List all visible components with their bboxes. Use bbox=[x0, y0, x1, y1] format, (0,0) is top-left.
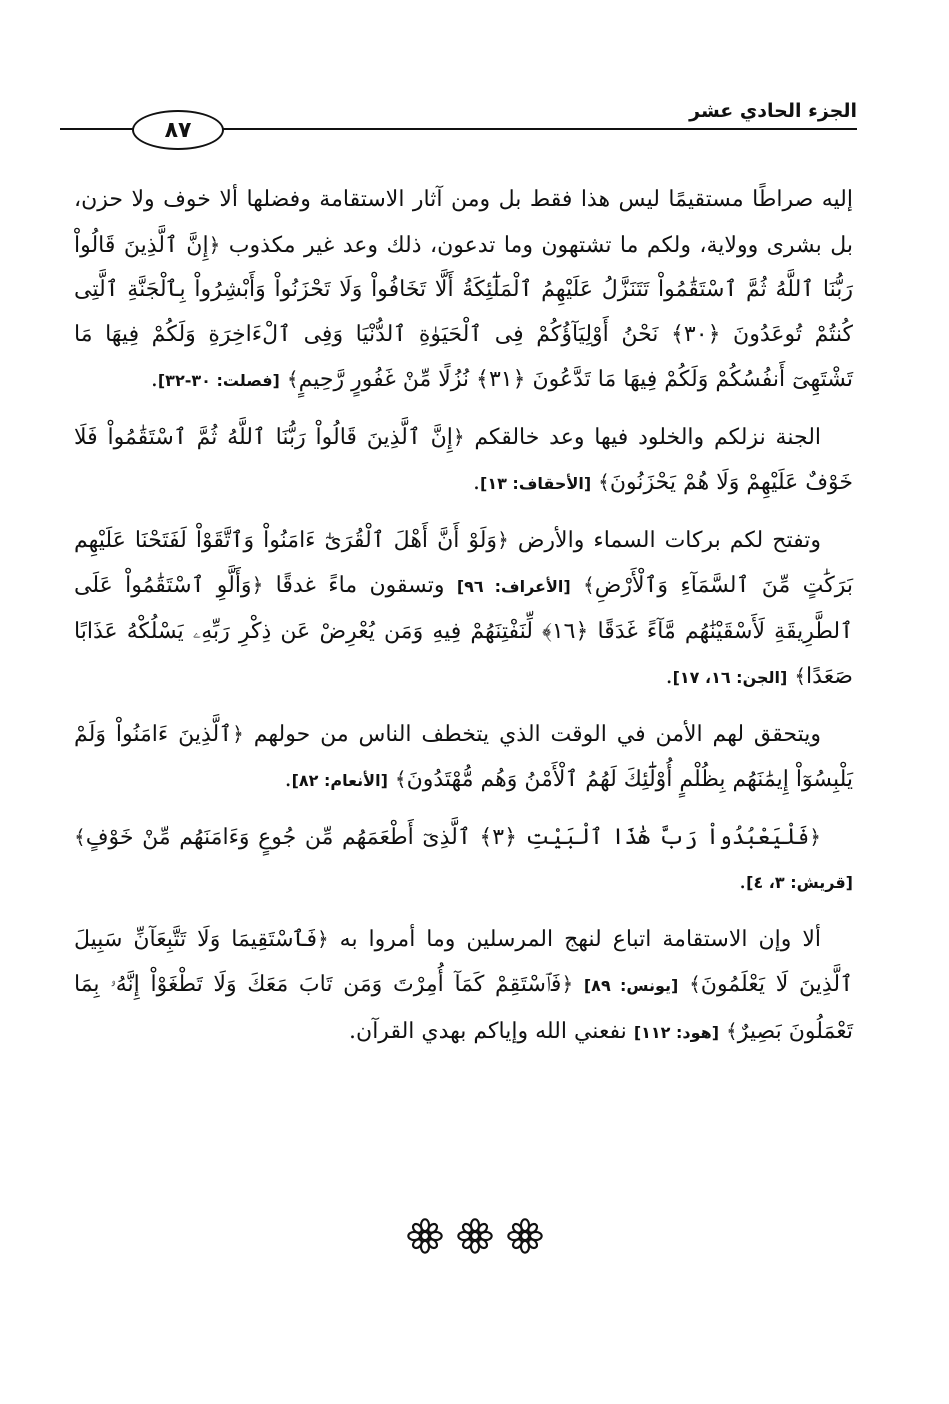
prose: الجنة نزلكم والخلود فيها وعد خالقكم bbox=[474, 424, 822, 450]
prose: وتفتح لكم بركات السماء والأرض bbox=[517, 527, 821, 553]
verse-reference: [فصلت: ٣٠-٣٢] bbox=[157, 371, 280, 390]
running-title: الجزء الحادي عشر bbox=[689, 100, 857, 122]
flower-ornament-icon bbox=[457, 1218, 493, 1254]
verse-reference: [قريش: ٣، ٤] bbox=[746, 873, 853, 892]
quran-verse: فَٱسْتَقِيمَا وَلَا تَتَّبِعَآنِّ سَبِيلَ ٱلَّذِينَ لَا يَعْلَمُونَ bbox=[74, 926, 853, 997]
flower-ornament-icon bbox=[507, 1218, 543, 1254]
quran-verse: إِنَّ ٱلَّذِينَ قَالُواْ رَبُّنَا ٱللَّهُ ثُمَّ ٱسْتَقَٰمُواْ فَلَا خَوْفٌ عَلَيْهِمْ وَلَا هُمْ يَحْزَنُونَ bbox=[74, 424, 853, 495]
paragraph-1: إليه صراطًا مستقيمًا ليس هذا فقط بل ومن آثار الاستقامة وفضلها ألا خوف ولا حزن، بل بشرى وولاية، ولكم ما تشتهون وما تدعون، ذلك وعد غير مكذوب ﴿إِنَّ ٱلَّذِينَ قَالُواْ رَبُّنَا ٱللَّهُ ثُمَّ ٱسْتَقَٰمُواْ تَتَنَزَّلُ عَلَيْهِمُ ٱلْمَلَٰٓئِكَةُ أَلَّا تَخَافُواْ وَلَا تَحْزَنُواْ وَأَبْشِرُواْ بِٱلْجَنَّةِ ٱلَّتِى كُنتُمْ تُوعَدُونَ ﴿٣٠﴾ نَحْنُ أَوْلِيَآؤُكُمْ فِى ٱلْحَيَوٰةِ ٱلدُّنْيَا وَفِى ٱلْءَاخِرَةِ وَلَكُمْ فِيهَا مَا تَشْتَهِىٓ أَنفُسُكُمْ وَلَكُمْ فِيهَا مَا تَدَّعُونَ ﴿٣١﴾ نُزُلًا مِّنْ غَفُورٍ رَّحِيمٍ﴾ [فصلت: ٣٠-٣٢]. bbox=[74, 187, 853, 392]
quran-verse: فَلْيَعْبُدُواْ رَبَّ هَٰذَا ٱلْبَيْتِ ﴿٣﴾ ٱلَّذِىٓ أَطْعَمَهُم مِّن جُوعٍ وَءَامَنَهُم مِّنْ خَوْفٍ bbox=[85, 824, 810, 850]
quran-verse: وَلَوْ أَنَّ أَهْلَ ٱلْقُرَىٰٓ ءَامَنُواْ وَٱتَّقَوْاْ لَفَتَحْنَا عَلَيْهِم بَرَكَٰتٍ مِّنَ ٱلسَّمَآءِ وَٱلْأَرْضِ bbox=[74, 527, 853, 598]
prose: إليه صراطًا مستقيمًا ليس هذا فقط بل ومن آثار الاستقامة وفضلها ألا خوف ولا حزن، بل بشرى وولاية، ولكم ما تشتهون وما تدعون، ذلك وعد غير مكذوب bbox=[74, 187, 853, 258]
paragraph-4: ويتحقق لهم الأمن في الوقت الذي يتخطف الناس من حولهم ﴿ٱلَّذِينَ ءَامَنُواْ وَلَمْ يَلْبِسُوٓاْ إِيمَٰنَهُم بِظُلْمٍ أُوْلَٰٓئِكَ لَهُمُ ٱلْأَمْنُ وَهُم مُّهْتَدُونَ﴾ [الأنعام: ٨٢]. bbox=[74, 721, 853, 792]
quran-verse: إِنَّ ٱلَّذِينَ قَالُواْ رَبُّنَا ٱللَّهُ ثُمَّ ٱسْتَقَٰمُواْ تَتَنَزَّلُ عَلَيْهِمُ ٱلْمَلَٰٓئِكَةُ أَلَّا تَخَافُواْ وَلَا تَحْزَنُواْ وَأَبْشِرُواْ بِٱلْجَنَّةِ ٱلَّتِى كُنتُمْ تُوعَدُونَ ﴿٣٠﴾ نَحْنُ أَوْلِيَآؤُكُمْ فِى ٱلْحَيَوٰةِ ٱلدُّنْيَا وَفِى ٱلْءَاخِرَةِ وَلَكُمْ فِيهَا مَا تَشْتَهِىٓ أَنفُسُكُمْ وَلَكُمْ فِيهَا مَا تَدَّعُونَ ﴿٣١﴾ نُزُلًا مِّنْ غَفُورٍ رَّحِيمٍ bbox=[74, 232, 853, 392]
prose: وتسقون ماءً غدقًا bbox=[263, 573, 457, 598]
page-number: ٨٧ bbox=[132, 110, 224, 150]
flower-ornament-icon bbox=[407, 1218, 443, 1254]
quran-verse: وَأَلَّوِ ٱسْتَقَٰمُواْ عَلَى ٱلطَّرِيقَةِ لَأَسْقَيْنَٰهُم مَّآءً غَدَقًا ﴿١٦﴾ لِّنَفْتِنَهُمْ فِيهِ وَمَن يُعْرِضْ عَن ذِكْرِ رَبِّهِۦ يَسْلُكْهُ عَذَابًا صَعَدًا bbox=[74, 573, 853, 689]
page-header bbox=[60, 96, 857, 156]
verse-reference: [الأنعام: ٨٢] bbox=[291, 771, 388, 790]
quran-verse: ٱلَّذِينَ ءَامَنُواْ وَلَمْ يَلْبِسُوٓاْ إِيمَٰنَهُم بِظُلْمٍ أُوْلَٰٓئِكَ لَهُمُ ٱلْأَمْنُ وَهُم مُّهْتَدُونَ bbox=[74, 721, 853, 792]
paragraph-2: الجنة نزلكم والخلود فيها وعد خالقكم ﴿إِنَّ ٱلَّذِينَ قَالُواْ رَبُّنَا ٱللَّهُ ثُمَّ ٱسْتَقَٰمُواْ فَلَا خَوْفٌ عَلَيْهِمْ وَلَا هُمْ يَحْزَنُونَ﴾ [الأحقاف: ١٣]. bbox=[74, 424, 853, 495]
prose: نفعني الله وإياكم بهدي القرآن. bbox=[349, 1018, 634, 1044]
prose: ألا وإن الاستقامة اتباع لنهج المرسلين وما أمروا به bbox=[339, 926, 821, 952]
verse-reference: [الأحقاف: ١٣] bbox=[480, 474, 592, 493]
paragraph-6: ألا وإن الاستقامة اتباع لنهج المرسلين وما أمروا به ﴿فَٱسْتَقِيمَا وَلَا تَتَّبِعَآنِّ سَبِيلَ ٱلَّذِينَ لَا يَعْلَمُونَ﴾ [يونس: ٨٩] ﴿فَٱسْتَقِمْ كَمَآ أُمِرْتَ وَمَن تَابَ مَعَكَ وَلَا تَطْغَوْاْ إِنَّهُۥ بِمَا تَعْمَلُونَ بَصِيرٌ﴾ [هود: ١١٢] نفعني الله وإياكم بهدي القرآن. bbox=[74, 926, 853, 1044]
ornament-row bbox=[0, 1218, 949, 1254]
paragraph-3: وتفتح لكم بركات السماء والأرض ﴿وَلَوْ أَنَّ أَهْلَ ٱلْقُرَىٰٓ ءَامَنُواْ وَٱتَّقَوْاْ لَفَتَحْنَا عَلَيْهِم بَرَكَٰتٍ مِّنَ ٱلسَّمَآءِ وَٱلْأَرْضِ﴾ [الأعراف: ٩٦] وتسقون ماءً غدقًا ﴿وَأَلَّوِ ٱسْتَقَٰمُواْ عَلَى ٱلطَّرِيقَةِ لَأَسْقَيْنَٰهُم مَّآءً غَدَقًا ﴿١٦﴾ لِّنَفْتِنَهُمْ فِيهِ وَمَن يُعْرِضْ عَن ذِكْرِ رَبِّهِۦ يَسْلُكْهُ عَذَابًا صَعَدًا﴾ [الجن: ١٦، ١٧]. bbox=[74, 527, 853, 689]
prose: ويتحقق لهم الأمن في الوقت الذي يتخطف الناس من حولهم bbox=[253, 721, 821, 747]
quran-verse: فَٱسْتَقِمْ كَمَآ أُمِرْتَ وَمَن تَابَ مَعَكَ وَلَا تَطْغَوْاْ إِنَّهُۥ بِمَا تَعْمَلُونَ بَصِيرٌ bbox=[74, 972, 853, 1044]
verse-reference: [الجن: ١٦، ١٧] bbox=[672, 668, 788, 687]
verse-reference: [الأعراف: ٩٦] bbox=[456, 577, 571, 596]
verse-reference: [هود: ١١٢] bbox=[633, 1022, 720, 1042]
verse-reference: [يونس: ٨٩] bbox=[583, 976, 679, 995]
body-text bbox=[74, 178, 853, 1066]
paragraph-5: ﴿فَلْيَعْبُدُواْ رَبَّ هَٰذَا ٱلْبَيْتِ ﴿٣﴾ ٱلَّذِىٓ أَطْعَمَهُم مِّن جُوعٍ وَءَامَنَهُم مِّنْ خَوْفٍ﴾ [قريش: ٣، ٤]. bbox=[74, 824, 853, 894]
